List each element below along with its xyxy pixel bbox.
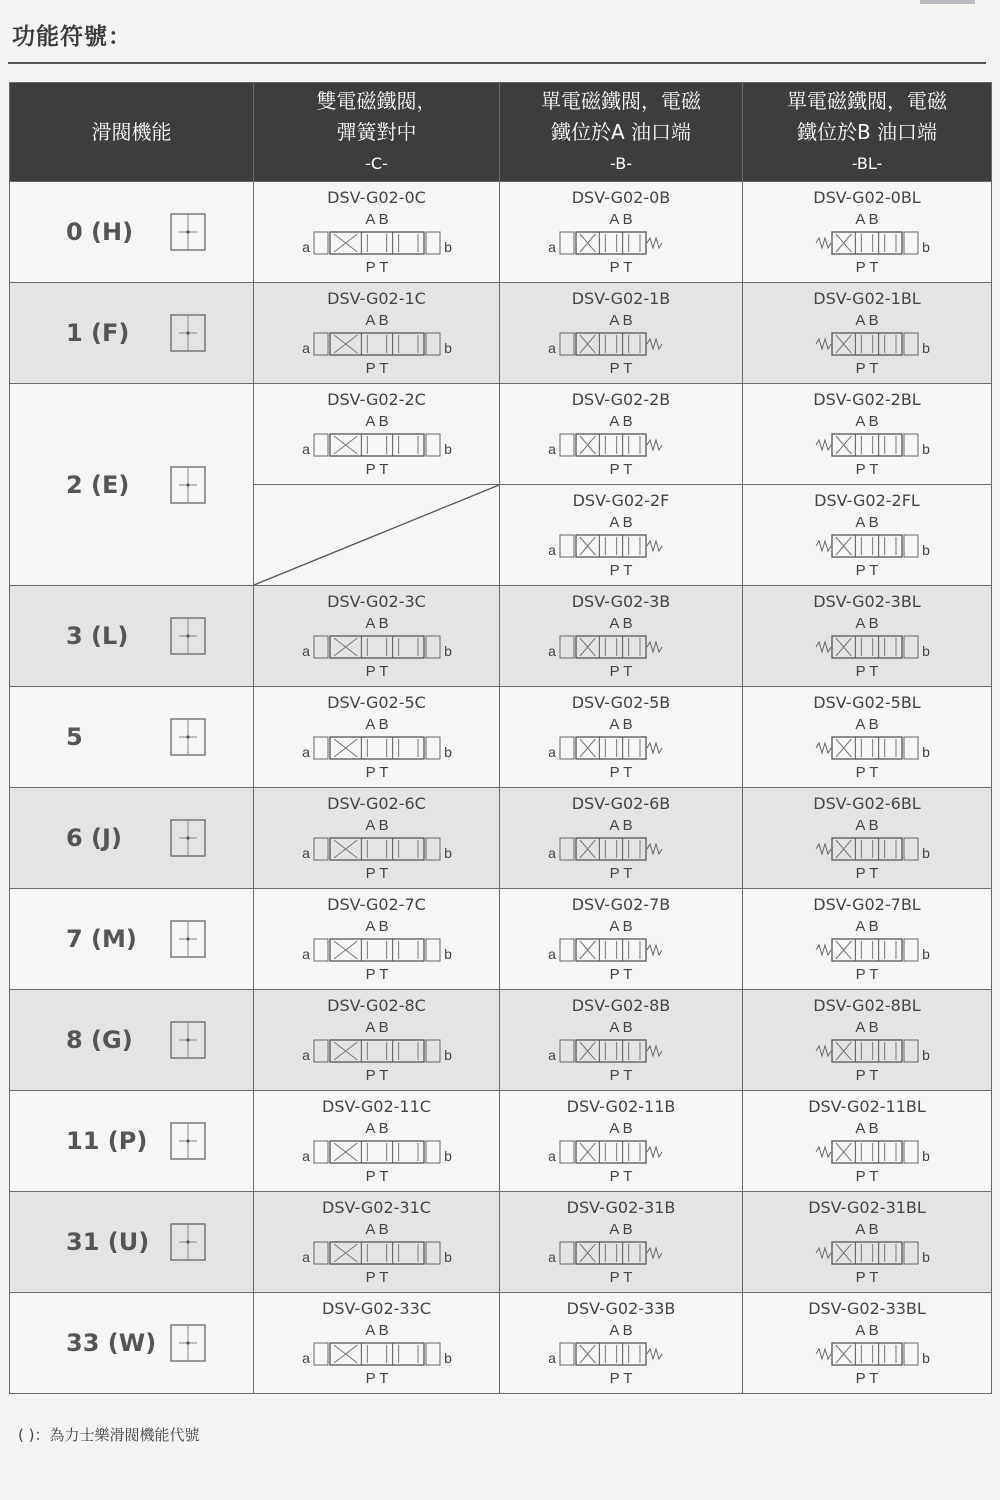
port-label-ab: A B: [855, 413, 879, 430]
spool-function-label: 2 (E): [66, 470, 130, 499]
spool-symbol-icon: [170, 213, 206, 251]
valve-symbol-icon: [302, 1319, 452, 1387]
valve-symbol-icon: [546, 511, 696, 579]
port-label-ab: A B: [609, 716, 633, 733]
solenoid-label-a: a: [548, 542, 556, 558]
valve-symbol-icon: [792, 410, 942, 478]
spool-symbol-icon: [170, 1021, 206, 1059]
valve-cell-c: [254, 182, 500, 283]
solenoid-label-b: b: [922, 1249, 930, 1265]
model-number: DSV-G02-11BL: [808, 1097, 926, 1116]
solenoid-label-a: a: [301, 845, 310, 861]
port-label-ab: A B: [855, 716, 879, 733]
solenoid-label-b: b: [922, 239, 930, 255]
corner-mark: [920, 0, 975, 4]
spool-symbol-icon: [170, 314, 206, 352]
port-label-pt: P T: [855, 259, 879, 276]
port-label-ab: A B: [609, 1322, 633, 1339]
port-label-ab: A B: [855, 514, 879, 531]
spool-function-cell: [10, 1192, 254, 1293]
solenoid-label-a: a: [548, 1350, 556, 1366]
spool-function-label: 3 (L): [66, 622, 129, 650]
model-number: DSV-G02-31BL: [808, 1198, 926, 1217]
valve-symbol-icon: [302, 208, 452, 276]
valve-cell-b: [500, 586, 743, 687]
solenoid-label-a: a: [548, 239, 556, 255]
valve-symbol-icon: [546, 309, 696, 377]
valve-cell-b: [500, 1192, 743, 1293]
solenoid-label-a: a: [301, 1249, 310, 1265]
spool-function-cell: [10, 586, 254, 687]
model-number: DSV-G02-3C: [327, 592, 426, 611]
solenoid-label-b: b: [922, 845, 930, 861]
spool-symbol-icon: [170, 718, 206, 756]
valve-symbol-icon: [302, 1218, 452, 1286]
port-label-ab: A B: [364, 312, 389, 329]
model-number: DSV-G02-7C: [327, 895, 426, 914]
port-label-pt: P T: [855, 1370, 879, 1387]
footnote: ( )：為力士樂滑閥機能代號: [18, 1426, 200, 1444]
port-label-ab: A B: [609, 817, 633, 834]
solenoid-label-a: a: [301, 643, 310, 659]
solenoid-label-b: b: [443, 1350, 452, 1366]
solenoid-label-b: b: [443, 1047, 452, 1063]
port-label-pt: P T: [609, 1067, 633, 1084]
port-label-ab: A B: [855, 918, 879, 935]
valve-cell-bl: [743, 182, 992, 283]
valve-cell-bl: [743, 485, 992, 586]
port-label-ab: A B: [855, 1120, 879, 1137]
valve-cell-b: [500, 990, 743, 1091]
header-single-solenoid-a: 單電磁鐵閥，電磁 鐵位於A 油口端 -B-: [500, 83, 743, 182]
valve-cell-c: [254, 990, 500, 1091]
model-number: DSV-G02-0C: [327, 188, 426, 207]
port-label-ab: A B: [609, 1221, 633, 1238]
solenoid-label-a: a: [301, 239, 310, 255]
valve-symbol-icon: [546, 713, 696, 781]
valve-symbol-icon: [546, 208, 696, 276]
model-number: DSV-G02-0BL: [813, 188, 921, 207]
spool-function-label: 31 (U): [66, 1228, 150, 1256]
solenoid-label-b: b: [443, 441, 452, 457]
port-label-pt: P T: [365, 1370, 388, 1387]
valve-symbol-icon: [546, 1319, 696, 1387]
valve-cell-bl: [743, 586, 992, 687]
port-label-pt: P T: [609, 562, 633, 579]
valve-cell-bl: [743, 384, 992, 485]
valve-symbol-icon: [792, 1218, 942, 1286]
function-symbol-table: [9, 82, 992, 1394]
port-label-ab: A B: [609, 1019, 633, 1036]
model-number: DSV-G02-1BL: [813, 289, 921, 308]
valve-cell-c: [254, 1293, 500, 1394]
port-label-ab: A B: [855, 211, 879, 228]
model-number: DSV-G02-8BL: [813, 996, 921, 1015]
port-label-pt: P T: [855, 966, 879, 983]
spool-function-cell: [10, 687, 254, 788]
spool-function-label: 33 (W): [66, 1329, 157, 1357]
model-number: DSV-G02-6C: [327, 794, 426, 813]
port-label-pt: P T: [609, 865, 633, 882]
port-label-ab: A B: [364, 817, 389, 834]
model-number: DSV-G02-8C: [327, 996, 426, 1015]
port-label-pt: P T: [855, 461, 879, 478]
spool-function-cell: [10, 1293, 254, 1394]
port-label-ab: A B: [855, 1322, 879, 1339]
model-number: DSV-G02-3B: [571, 592, 671, 611]
port-label-pt: P T: [609, 1168, 633, 1185]
spool-function-cell: [10, 182, 254, 283]
valve-cell-c: [254, 283, 500, 384]
port-label-pt: P T: [609, 966, 633, 983]
valve-cell-b: [500, 1091, 743, 1192]
solenoid-label-b: b: [922, 744, 930, 760]
model-number: DSV-G02-2F: [572, 491, 670, 510]
port-label-ab: A B: [855, 615, 879, 632]
port-label-pt: P T: [609, 259, 633, 276]
port-label-ab: A B: [609, 413, 633, 430]
model-number: DSV-G02-8B: [571, 996, 671, 1015]
port-label-ab: A B: [364, 1019, 389, 1036]
solenoid-label-b: b: [443, 239, 452, 255]
model-number: DSV-G02-5BL: [813, 693, 921, 712]
valve-symbol-icon: [792, 1016, 942, 1084]
solenoid-label-a: a: [548, 1249, 556, 1265]
valve-cell-bl: [743, 283, 992, 384]
port-label-ab: A B: [364, 1221, 389, 1238]
spool-function-cell: [10, 889, 254, 990]
table-row: [10, 788, 992, 889]
port-label-pt: P T: [855, 562, 879, 579]
model-number: DSV-G02-33C: [322, 1299, 431, 1318]
spool-symbol-icon: [170, 1324, 206, 1362]
model-number: DSV-G02-2B: [571, 390, 671, 409]
port-label-ab: A B: [609, 211, 633, 228]
model-number: DSV-G02-11B: [566, 1097, 676, 1116]
model-number: DSV-G02-33BL: [808, 1299, 926, 1318]
valve-symbol-icon: [302, 814, 452, 882]
model-number: DSV-G02-5B: [571, 693, 671, 712]
port-label-pt: P T: [855, 764, 879, 781]
port-label-pt: P T: [855, 1067, 879, 1084]
port-label-ab: A B: [609, 615, 633, 632]
port-label-ab: A B: [609, 312, 633, 329]
model-number: DSV-G02-7BL: [813, 895, 921, 914]
model-number: DSV-G02-6BL: [813, 794, 921, 813]
solenoid-label-a: a: [301, 340, 310, 356]
solenoid-label-a: a: [301, 1350, 310, 1366]
port-label-ab: A B: [609, 514, 633, 531]
valve-cell-bl: [743, 687, 992, 788]
port-label-ab: A B: [364, 716, 389, 733]
table-row: [10, 990, 992, 1091]
port-label-ab: A B: [609, 1120, 633, 1137]
model-number: DSV-G02-31C: [322, 1198, 431, 1217]
spool-function-cell: [10, 1091, 254, 1192]
spool-symbol-icon: [170, 819, 206, 857]
spool-function-cell: [10, 788, 254, 889]
port-label-pt: P T: [855, 360, 879, 377]
valve-cell-c: [254, 889, 500, 990]
solenoid-label-b: b: [922, 340, 930, 356]
solenoid-label-b: b: [443, 845, 452, 861]
valve-symbol-icon: [302, 713, 452, 781]
model-number: DSV-G02-2BL: [813, 390, 921, 409]
valve-cell-b: [500, 1293, 743, 1394]
spool-symbol-icon: [170, 466, 206, 504]
valve-symbol-icon: [792, 309, 942, 377]
solenoid-label-a: a: [548, 744, 556, 760]
solenoid-label-b: b: [922, 441, 930, 457]
not-applicable-cell: [254, 485, 500, 586]
valve-symbol-icon: [302, 309, 452, 377]
solenoid-label-b: b: [922, 1350, 930, 1366]
spool-function-label: 6 (J): [66, 824, 122, 852]
valve-cell-b: [500, 384, 743, 485]
model-number: DSV-G02-2FL: [814, 491, 920, 510]
valve-symbol-icon: [792, 1117, 942, 1185]
valve-cell-c: [254, 586, 500, 687]
valve-cell-b: [500, 889, 743, 990]
port-label-ab: A B: [364, 1322, 389, 1339]
solenoid-label-b: b: [922, 1148, 930, 1164]
spool-function-label: 11 (P): [66, 1127, 148, 1155]
solenoid-label-a: a: [301, 1148, 310, 1164]
valve-symbol-icon: [792, 208, 942, 276]
table-row: [10, 1293, 992, 1394]
solenoid-label-b: b: [443, 946, 452, 962]
valve-cell-c: [254, 1091, 500, 1192]
solenoid-label-b: b: [922, 1047, 930, 1063]
port-label-pt: P T: [365, 360, 388, 377]
valve-cell-b: [500, 485, 743, 586]
port-label-ab: A B: [364, 211, 389, 228]
port-label-pt: P T: [609, 360, 633, 377]
header-double-solenoid: 雙電磁鐵閥， 彈簧對中 -C-: [254, 83, 500, 182]
port-label-ab: A B: [364, 1120, 389, 1137]
valve-symbol-icon: [546, 915, 696, 983]
valve-cell-c: [254, 788, 500, 889]
solenoid-label-b: b: [922, 643, 930, 659]
valve-symbol-icon: [302, 915, 452, 983]
valve-cell-c: [254, 384, 500, 485]
solenoid-label-b: b: [443, 744, 452, 760]
port-label-pt: P T: [855, 1269, 879, 1286]
model-number: DSV-G02-5C: [327, 693, 426, 712]
port-label-pt: P T: [365, 1067, 388, 1084]
solenoid-label-b: b: [443, 1249, 452, 1265]
port-label-pt: P T: [365, 865, 388, 882]
spool-symbol-icon: [170, 1223, 206, 1261]
table-row: [10, 687, 992, 788]
solenoid-label-a: a: [301, 1047, 310, 1063]
table-row: [10, 586, 992, 687]
valve-symbol-icon: [546, 1218, 696, 1286]
port-label-ab: A B: [855, 1019, 879, 1036]
port-label-pt: P T: [365, 461, 388, 478]
table-row: [10, 1192, 992, 1293]
model-number: DSV-G02-6B: [571, 794, 671, 813]
port-label-pt: P T: [609, 663, 633, 680]
solenoid-label-b: b: [922, 542, 930, 558]
port-label-pt: P T: [365, 663, 388, 680]
model-number: DSV-G02-7B: [571, 895, 671, 914]
solenoid-label-b: b: [443, 1148, 452, 1164]
spool-function-cell: [10, 990, 254, 1091]
table-row: [10, 182, 992, 283]
page-title: 功能符號：: [12, 24, 132, 50]
solenoid-label-b: b: [443, 643, 452, 659]
model-number: DSV-G02-31B: [566, 1198, 676, 1217]
valve-symbol-icon: [792, 612, 942, 680]
model-number: DSV-G02-2C: [327, 390, 426, 409]
table-row: [10, 1091, 992, 1192]
table-header-row: [10, 83, 992, 182]
solenoid-label-a: a: [301, 441, 310, 457]
valve-cell-bl: [743, 1293, 992, 1394]
port-label-pt: P T: [609, 1370, 633, 1387]
model-number: DSV-G02-33B: [566, 1299, 676, 1318]
spool-function-cell: [10, 384, 254, 586]
valve-cell-c: [254, 1192, 500, 1293]
model-number: DSV-G02-1C: [327, 289, 426, 308]
valve-symbol-icon: [302, 612, 452, 680]
solenoid-label-a: a: [548, 643, 556, 659]
port-label-ab: A B: [855, 312, 879, 329]
solenoid-label-a: a: [548, 946, 556, 962]
model-number: DSV-G02-1B: [571, 289, 671, 308]
port-label-pt: P T: [365, 966, 388, 983]
valve-symbol-icon: [792, 814, 942, 882]
header-single-solenoid-b: 單電磁鐵閥，電磁 鐵位於B 油口端 -BL-: [743, 83, 992, 182]
valve-cell-b: [500, 687, 743, 788]
port-label-pt: P T: [365, 1168, 388, 1185]
port-label-pt: P T: [855, 865, 879, 882]
solenoid-label-a: a: [548, 1148, 556, 1164]
valve-cell-b: [500, 788, 743, 889]
spool-symbol-icon: [170, 617, 206, 655]
valve-symbol-icon: [792, 511, 942, 579]
valve-symbol-icon: [792, 713, 942, 781]
spool-function-label: 1 (F): [66, 319, 130, 347]
port-label-pt: P T: [609, 461, 633, 478]
valve-symbol-icon: [546, 612, 696, 680]
solenoid-label-a: a: [301, 946, 310, 962]
port-label-ab: A B: [364, 615, 389, 632]
valve-cell-c: [254, 687, 500, 788]
model-number: DSV-G02-0B: [571, 188, 671, 207]
port-label-ab: A B: [364, 413, 389, 430]
valve-symbol-icon: [792, 915, 942, 983]
valve-symbol-icon: [792, 1319, 942, 1387]
table-row: [10, 384, 992, 485]
valve-symbol-icon: [546, 1117, 696, 1185]
table-row: [10, 283, 992, 384]
port-label-pt: P T: [365, 764, 388, 781]
valve-cell-bl: [743, 1192, 992, 1293]
solenoid-label-b: b: [443, 340, 452, 356]
table-row: [10, 889, 992, 990]
solenoid-label-a: a: [548, 441, 556, 457]
solenoid-label-a: a: [301, 744, 310, 760]
solenoid-label-a: a: [548, 1047, 556, 1063]
valve-symbol-icon: [546, 1016, 696, 1084]
port-label-pt: P T: [365, 1269, 388, 1286]
valve-symbol-icon: [546, 410, 696, 478]
port-label-pt: P T: [609, 764, 633, 781]
port-label-pt: P T: [365, 259, 388, 276]
spool-function-label: 0 (H): [66, 218, 134, 246]
spool-symbol-icon: [170, 1122, 206, 1160]
valve-symbol-icon: [546, 814, 696, 882]
valve-symbol-icon: [302, 410, 452, 478]
model-number: DSV-G02-3BL: [813, 592, 921, 611]
valve-symbol-icon: [302, 1016, 452, 1084]
model-number: DSV-G02-11C: [322, 1097, 431, 1116]
spool-function-label: 5: [66, 723, 83, 751]
port-label-ab: A B: [855, 817, 879, 834]
valve-cell-bl: [743, 889, 992, 990]
valve-cell-bl: [743, 1091, 992, 1192]
port-label-ab: A B: [364, 918, 389, 935]
solenoid-label-a: a: [548, 340, 556, 356]
diagonal-slash-icon: [254, 485, 499, 585]
valve-cell-bl: [743, 788, 992, 889]
port-label-pt: P T: [855, 663, 879, 680]
valve-cell-bl: [743, 990, 992, 1091]
spool-function-label: 8 (G): [66, 1026, 133, 1054]
header-spool-function: 滑閥機能: [10, 83, 254, 182]
port-label-pt: P T: [609, 1269, 633, 1286]
valve-cell-b: [500, 182, 743, 283]
solenoid-label-b: b: [922, 946, 930, 962]
port-label-ab: A B: [855, 1221, 879, 1238]
spool-function-cell: [10, 283, 254, 384]
port-label-pt: P T: [855, 1168, 879, 1185]
valve-cell-b: [500, 283, 743, 384]
spool-symbol-icon: [170, 920, 206, 958]
title-divider: [8, 62, 986, 64]
spool-function-label: 7 (M): [66, 925, 137, 953]
port-label-ab: A B: [609, 918, 633, 935]
valve-symbol-icon: [302, 1117, 452, 1185]
solenoid-label-a: a: [548, 845, 556, 861]
